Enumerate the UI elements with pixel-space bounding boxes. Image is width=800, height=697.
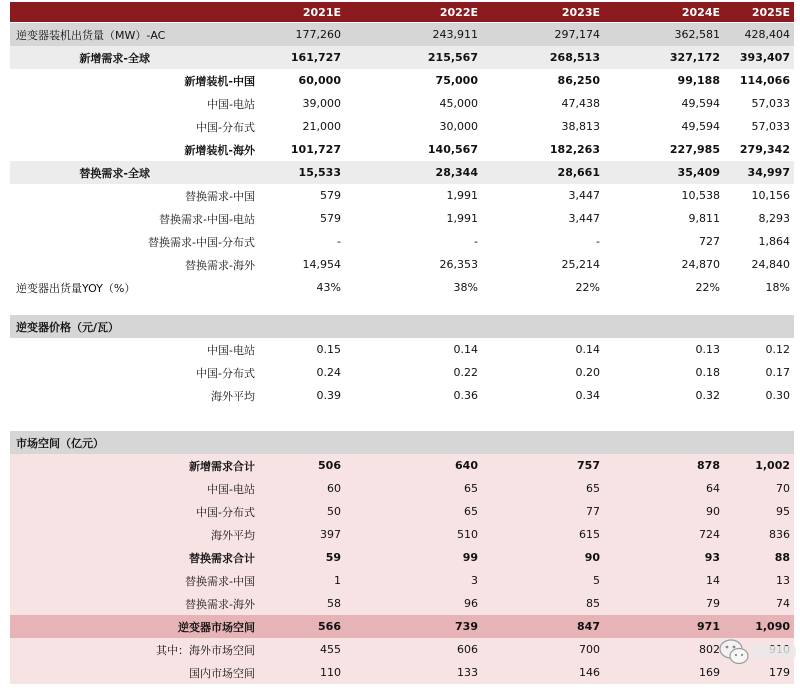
cell-value: 0.39 bbox=[316, 389, 341, 402]
cell-value: 39,000 bbox=[302, 97, 341, 110]
cell-value: 724 bbox=[699, 528, 720, 541]
table-row bbox=[10, 46, 794, 69]
cell-value: 74 bbox=[776, 597, 790, 610]
cell-value: 161,727 bbox=[290, 51, 341, 64]
cell-value: 327,172 bbox=[669, 51, 720, 64]
cell-value: 1 bbox=[334, 574, 341, 587]
cell-value: 0.36 bbox=[453, 389, 478, 402]
row-label: 其中：海外市场空间 bbox=[156, 643, 255, 657]
table-row bbox=[10, 661, 794, 684]
cell-value: 177,260 bbox=[295, 28, 341, 41]
cell-value: 9,811 bbox=[688, 212, 720, 225]
cell-value: 59 bbox=[325, 551, 341, 564]
cell-value: 88 bbox=[774, 551, 790, 564]
cell-value: 60,000 bbox=[298, 74, 341, 87]
cell-value: 30,000 bbox=[439, 120, 478, 133]
table-row bbox=[10, 638, 794, 661]
row-label: 新增装机-中国 bbox=[184, 74, 255, 88]
row-label: 中国-分布式 bbox=[196, 366, 255, 380]
cell-value: 579 bbox=[320, 212, 341, 225]
cell-value: 700 bbox=[579, 643, 600, 656]
table-row bbox=[10, 276, 794, 299]
watermark-text-blur bbox=[752, 646, 796, 658]
cell-value: 64 bbox=[706, 482, 720, 495]
year-header: 2024E bbox=[681, 5, 720, 19]
cell-value: 70 bbox=[776, 482, 790, 495]
cell-value: 268,513 bbox=[549, 51, 600, 64]
cell-value: 243,911 bbox=[432, 28, 478, 41]
cell-value: 847 bbox=[577, 620, 600, 633]
cell-value: 15,533 bbox=[298, 166, 341, 179]
cell-value: 75,000 bbox=[435, 74, 478, 87]
cell-value: 95 bbox=[776, 505, 790, 518]
cell-value: 279,342 bbox=[739, 143, 790, 156]
table-header-row bbox=[10, 2, 794, 22]
cell-value: 38% bbox=[453, 281, 478, 294]
cell-value: 0.30 bbox=[765, 389, 790, 402]
cell-value: 179 bbox=[769, 666, 790, 679]
cell-value: 836 bbox=[769, 528, 790, 541]
cell-value: 802 bbox=[699, 643, 720, 656]
cell-value: 49,594 bbox=[681, 120, 720, 133]
cell-value: 24,840 bbox=[751, 258, 790, 271]
row-label: 替换需求-中国-分布式 bbox=[148, 235, 255, 249]
cell-value: 65 bbox=[586, 482, 600, 495]
table-row bbox=[10, 523, 794, 546]
table-row bbox=[10, 230, 794, 253]
table-row bbox=[10, 92, 794, 115]
cell-value: 757 bbox=[577, 459, 600, 472]
table-row bbox=[10, 338, 794, 361]
table-row bbox=[10, 361, 794, 384]
cell-value: 26,353 bbox=[439, 258, 478, 271]
cell-value: 10,538 bbox=[681, 189, 720, 202]
cell-value: 1,991 bbox=[446, 189, 478, 202]
cell-value: 1,991 bbox=[446, 212, 478, 225]
cell-value: 22% bbox=[695, 281, 720, 294]
cell-value: - bbox=[596, 235, 600, 248]
table-row bbox=[10, 500, 794, 523]
table-row bbox=[10, 184, 794, 207]
cell-value: 8,293 bbox=[758, 212, 790, 225]
cell-value: 506 bbox=[318, 459, 341, 472]
cell-value: 65 bbox=[464, 505, 478, 518]
year-header: 2022E bbox=[439, 5, 478, 19]
cell-value: 0.12 bbox=[765, 343, 790, 356]
cell-value: 96 bbox=[464, 597, 478, 610]
cell-value: 38,813 bbox=[561, 120, 600, 133]
cell-value: 133 bbox=[457, 666, 478, 679]
section-title: 市场空间（亿元） bbox=[16, 436, 104, 450]
row-label: 替换需求-全球 bbox=[79, 166, 150, 180]
cell-value: 3,447 bbox=[568, 189, 600, 202]
cell-value: 14 bbox=[706, 574, 720, 587]
row-label: 新增需求合计 bbox=[189, 459, 255, 473]
cell-value: 393,407 bbox=[739, 51, 790, 64]
table-row bbox=[10, 161, 794, 184]
row-label: 替换需求-中国-电站 bbox=[159, 212, 255, 226]
cell-value: 65 bbox=[464, 482, 478, 495]
section-header bbox=[10, 431, 794, 454]
cell-value: 57,033 bbox=[751, 120, 790, 133]
cell-value: 3 bbox=[471, 574, 478, 587]
row-label: 中国-电站 bbox=[207, 97, 255, 111]
cell-value: 57,033 bbox=[751, 97, 790, 110]
cell-value: 90 bbox=[706, 505, 720, 518]
row-label: 替换需求-中国 bbox=[185, 189, 255, 203]
cell-value: 93 bbox=[704, 551, 720, 564]
cell-value: 146 bbox=[579, 666, 600, 679]
cell-value: 0.15 bbox=[316, 343, 341, 356]
cell-value: 45,000 bbox=[439, 97, 478, 110]
cell-value: 0.13 bbox=[695, 343, 720, 356]
table-row bbox=[10, 592, 794, 615]
table-row bbox=[10, 23, 794, 46]
cell-value: 297,174 bbox=[554, 28, 600, 41]
cell-value: 362,581 bbox=[674, 28, 720, 41]
row-label: 替换需求合计 bbox=[189, 551, 255, 565]
table-row bbox=[10, 569, 794, 592]
row-label: 新增需求-全球 bbox=[79, 51, 150, 65]
table-row bbox=[10, 477, 794, 500]
row-label: 逆变器装机出货量（MW）-AC bbox=[16, 28, 166, 42]
cell-value: 90 bbox=[584, 551, 600, 564]
cell-value: 101,727 bbox=[290, 143, 341, 156]
cell-value: 79 bbox=[706, 597, 720, 610]
cell-value: 10,156 bbox=[751, 189, 790, 202]
cell-value: 727 bbox=[699, 235, 720, 248]
cell-value: 0.18 bbox=[695, 366, 720, 379]
cell-value: 215,567 bbox=[427, 51, 478, 64]
year-header: 2023E bbox=[561, 5, 600, 19]
cell-value: 85 bbox=[586, 597, 600, 610]
cell-value: 0.14 bbox=[453, 343, 478, 356]
cell-value: 86,250 bbox=[557, 74, 600, 87]
row-label: 国内市场空间 bbox=[189, 666, 255, 680]
table-row bbox=[10, 454, 794, 477]
cell-value: 0.17 bbox=[765, 366, 790, 379]
cell-value: 47,438 bbox=[561, 97, 600, 110]
wechat-icon bbox=[716, 634, 752, 670]
cell-value: 428,404 bbox=[744, 28, 790, 41]
table-row bbox=[10, 384, 794, 407]
year-header: 2021E bbox=[302, 5, 341, 19]
cell-value: 182,263 bbox=[549, 143, 600, 156]
cell-value: 455 bbox=[320, 643, 341, 656]
cell-value: 0.14 bbox=[575, 343, 600, 356]
cell-value: 28,344 bbox=[435, 166, 478, 179]
cell-value: 14,954 bbox=[302, 258, 341, 271]
cell-value: 878 bbox=[697, 459, 720, 472]
cell-value: 25,214 bbox=[561, 258, 600, 271]
cell-value: 3,447 bbox=[568, 212, 600, 225]
cell-value: 35,409 bbox=[677, 166, 720, 179]
cell-value: 579 bbox=[320, 189, 341, 202]
cell-value: 0.32 bbox=[695, 389, 720, 402]
cell-value: 971 bbox=[697, 620, 720, 633]
cell-value: 640 bbox=[455, 459, 478, 472]
row-label: 替换需求-海外 bbox=[185, 597, 255, 611]
cell-value: 49,594 bbox=[681, 97, 720, 110]
row-label: 替换需求-中国 bbox=[185, 574, 255, 588]
cell-value: 606 bbox=[457, 643, 478, 656]
cell-value: 77 bbox=[586, 505, 600, 518]
cell-value: 24,870 bbox=[681, 258, 720, 271]
table-row bbox=[10, 546, 794, 569]
cell-value: 21,000 bbox=[302, 120, 341, 133]
cell-value: 43% bbox=[316, 281, 341, 294]
cell-value: 1,002 bbox=[755, 459, 790, 472]
cell-value: 13 bbox=[776, 574, 790, 587]
cell-value: 5 bbox=[593, 574, 600, 587]
cell-value: 99,188 bbox=[677, 74, 720, 87]
cell-value: 28,661 bbox=[557, 166, 600, 179]
cell-value: 34,997 bbox=[747, 166, 790, 179]
cell-value: 227,985 bbox=[669, 143, 720, 156]
section-title: 逆变器价格（元/瓦） bbox=[16, 320, 120, 334]
cell-value: 50 bbox=[327, 505, 341, 518]
cell-value: 18% bbox=[765, 281, 790, 294]
row-label: 新增装机-海外 bbox=[184, 143, 255, 157]
cell-value: - bbox=[337, 235, 341, 248]
row-label: 逆变器出货量YOY（%） bbox=[16, 281, 136, 295]
cell-value: 58 bbox=[327, 597, 341, 610]
cell-value: 0.34 bbox=[575, 389, 600, 402]
cell-value: 60 bbox=[327, 482, 341, 495]
cell-value: 397 bbox=[320, 528, 341, 541]
cell-value: 1,090 bbox=[755, 620, 790, 633]
cell-value: 566 bbox=[318, 620, 341, 633]
row-label: 海外平均 bbox=[211, 528, 255, 542]
row-label: 海外平均 bbox=[211, 389, 255, 403]
section-header bbox=[10, 315, 794, 338]
cell-value: 1,864 bbox=[758, 235, 790, 248]
cell-value: 615 bbox=[579, 528, 600, 541]
table-row bbox=[10, 207, 794, 230]
table-row bbox=[10, 253, 794, 276]
row-label: 中国-电站 bbox=[207, 343, 255, 357]
cell-value: 169 bbox=[699, 666, 720, 679]
row-label: 替换需求-海外 bbox=[185, 258, 255, 272]
cell-value: 110 bbox=[320, 666, 341, 679]
cell-value: 739 bbox=[455, 620, 478, 633]
row-label: 中国-分布式 bbox=[196, 120, 255, 134]
row-label: 逆变器市场空间 bbox=[178, 620, 255, 634]
cell-value: 0.24 bbox=[316, 366, 341, 379]
cell-value: 22% bbox=[575, 281, 600, 294]
cell-value: 0.22 bbox=[453, 366, 478, 379]
year-header: 2025E bbox=[751, 5, 790, 19]
row-label: 中国-分布式 bbox=[196, 505, 255, 519]
cell-value: - bbox=[474, 235, 478, 248]
cell-value: 0.20 bbox=[575, 366, 600, 379]
table-row bbox=[10, 115, 794, 138]
cell-value: 99 bbox=[462, 551, 478, 564]
cell-value: 114,066 bbox=[739, 74, 790, 87]
cell-value: 140,567 bbox=[427, 143, 478, 156]
row-label: 中国-电站 bbox=[207, 482, 255, 496]
table-row bbox=[10, 138, 794, 161]
cell-value: 510 bbox=[457, 528, 478, 541]
table-row bbox=[10, 69, 794, 92]
table-row bbox=[10, 615, 794, 638]
